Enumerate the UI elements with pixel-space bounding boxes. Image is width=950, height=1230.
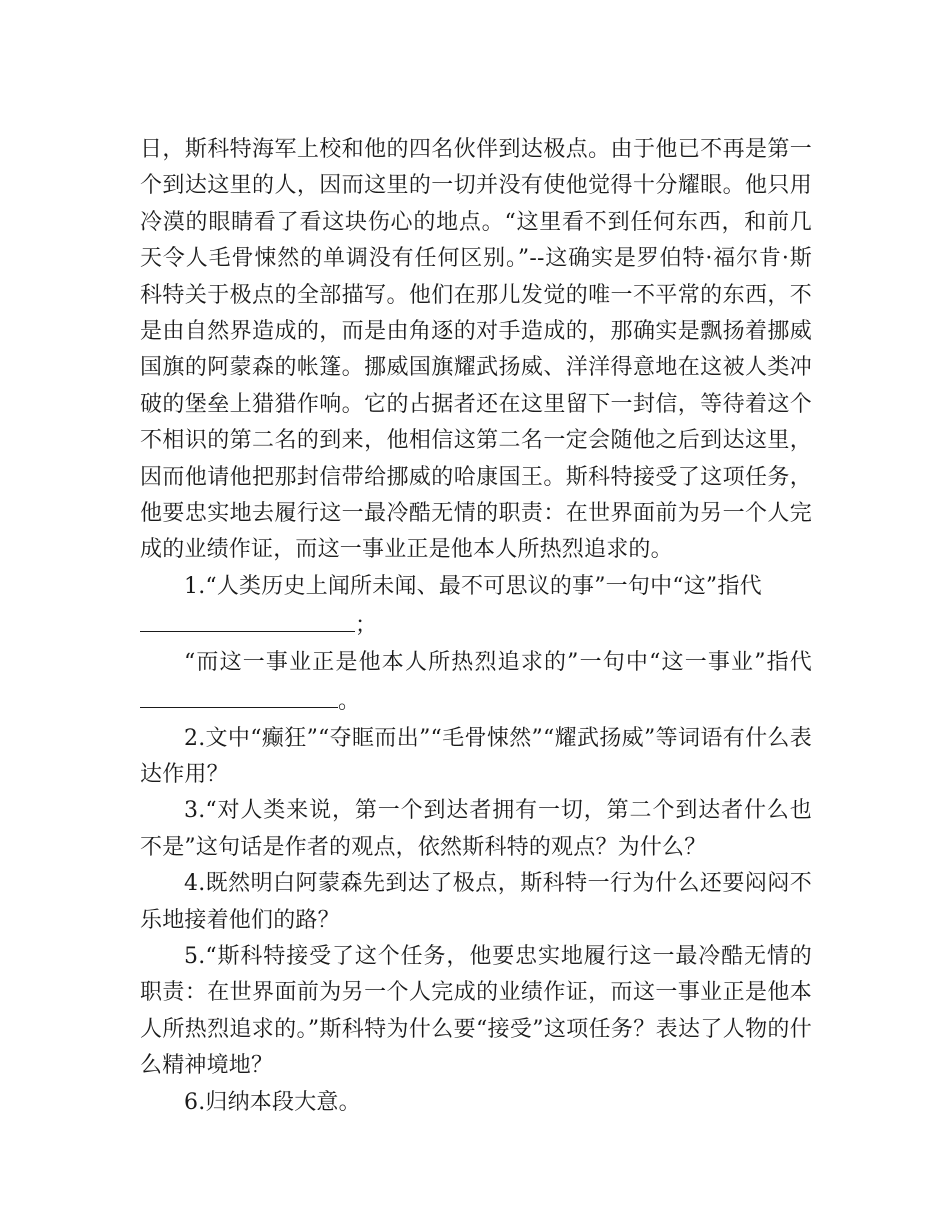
question-1b-text: “而这一事业正是他本人所热烈追求的”一句中“这一事业”指代 xyxy=(184,649,812,675)
question-1b xyxy=(140,645,812,721)
document-page xyxy=(140,132,812,1121)
answer-blank-1[interactable] xyxy=(140,605,355,632)
question-2: 2.文中“癫狂”“夺眶而出”“毛骨悚然”“耀武扬威”等词语有什么表达作用？ xyxy=(140,725,812,787)
question-5: 5.“斯科特接受了这个任务，他要忠实地履行这一最冷酷无情的职责：在世界面前为另一个人完成的业绩作证，而这一事业正是他本人所热烈追求的。”斯科特为什么要“接受”这项任务？表达了人物的什么精神境地？ xyxy=(140,943,812,1079)
passage-paragraph: 日，斯科特海军上校和他的四名伙伴到达极点。由于他已不再是第一个到达这里的人，因而这里的一切并没有使他觉得十分耀眼。他只用冷漠的眼睛看了看这块伤心的地点。“这里看不到任何东西，和前几天令人毛骨悚然的单调没有任何区别。”--这确实是罗伯特·福尔肯·斯科特关于极点的全部描写。他们在那儿发觉的唯一不平常的东西，不是由自然界造成的，而是由角逐的对手造成的，那确实是飘扬着挪威国旗的阿蒙森的帐篷。挪威国旗耀武扬威、洋洋得意地在这被人类冲破的堡垒上猎猎作响。它的占据者还在这里留下一封信，等待着这个不相识的第二名的到来，他相信这第二名一定会随他之后到达这里，因而他请他把那封信带给挪威的哈康国王。斯科特接受了这项任务，他要忠实地去履行这一最冷酷无情的职责：在世界面前为另一个人完成的业绩作证，而这一事业正是他本人所热烈追求的。 xyxy=(140,137,812,563)
question-1a-text: 1.“人类历史上闻所未闻、最不可思议的事”一句中“这”指代 xyxy=(184,573,762,599)
question-1b-suffix: 。 xyxy=(338,689,361,715)
question-1a xyxy=(140,569,812,645)
question-6: 6.归纳本段大意。 xyxy=(184,1089,361,1115)
question-4: 4.既然明白阿蒙森先到达了极点，斯科特一行为什么还要闷闷不乐地接着他们的路？ xyxy=(140,871,812,933)
answer-blank-2[interactable] xyxy=(140,681,338,708)
question-3: 3.“对人类来说，第一个到达者拥有一切，第二个到达者什么也不是”这句话是作者的观点，依然斯科特的观点？为什么？ xyxy=(140,798,812,860)
question-1a-suffix: ； xyxy=(355,613,378,639)
